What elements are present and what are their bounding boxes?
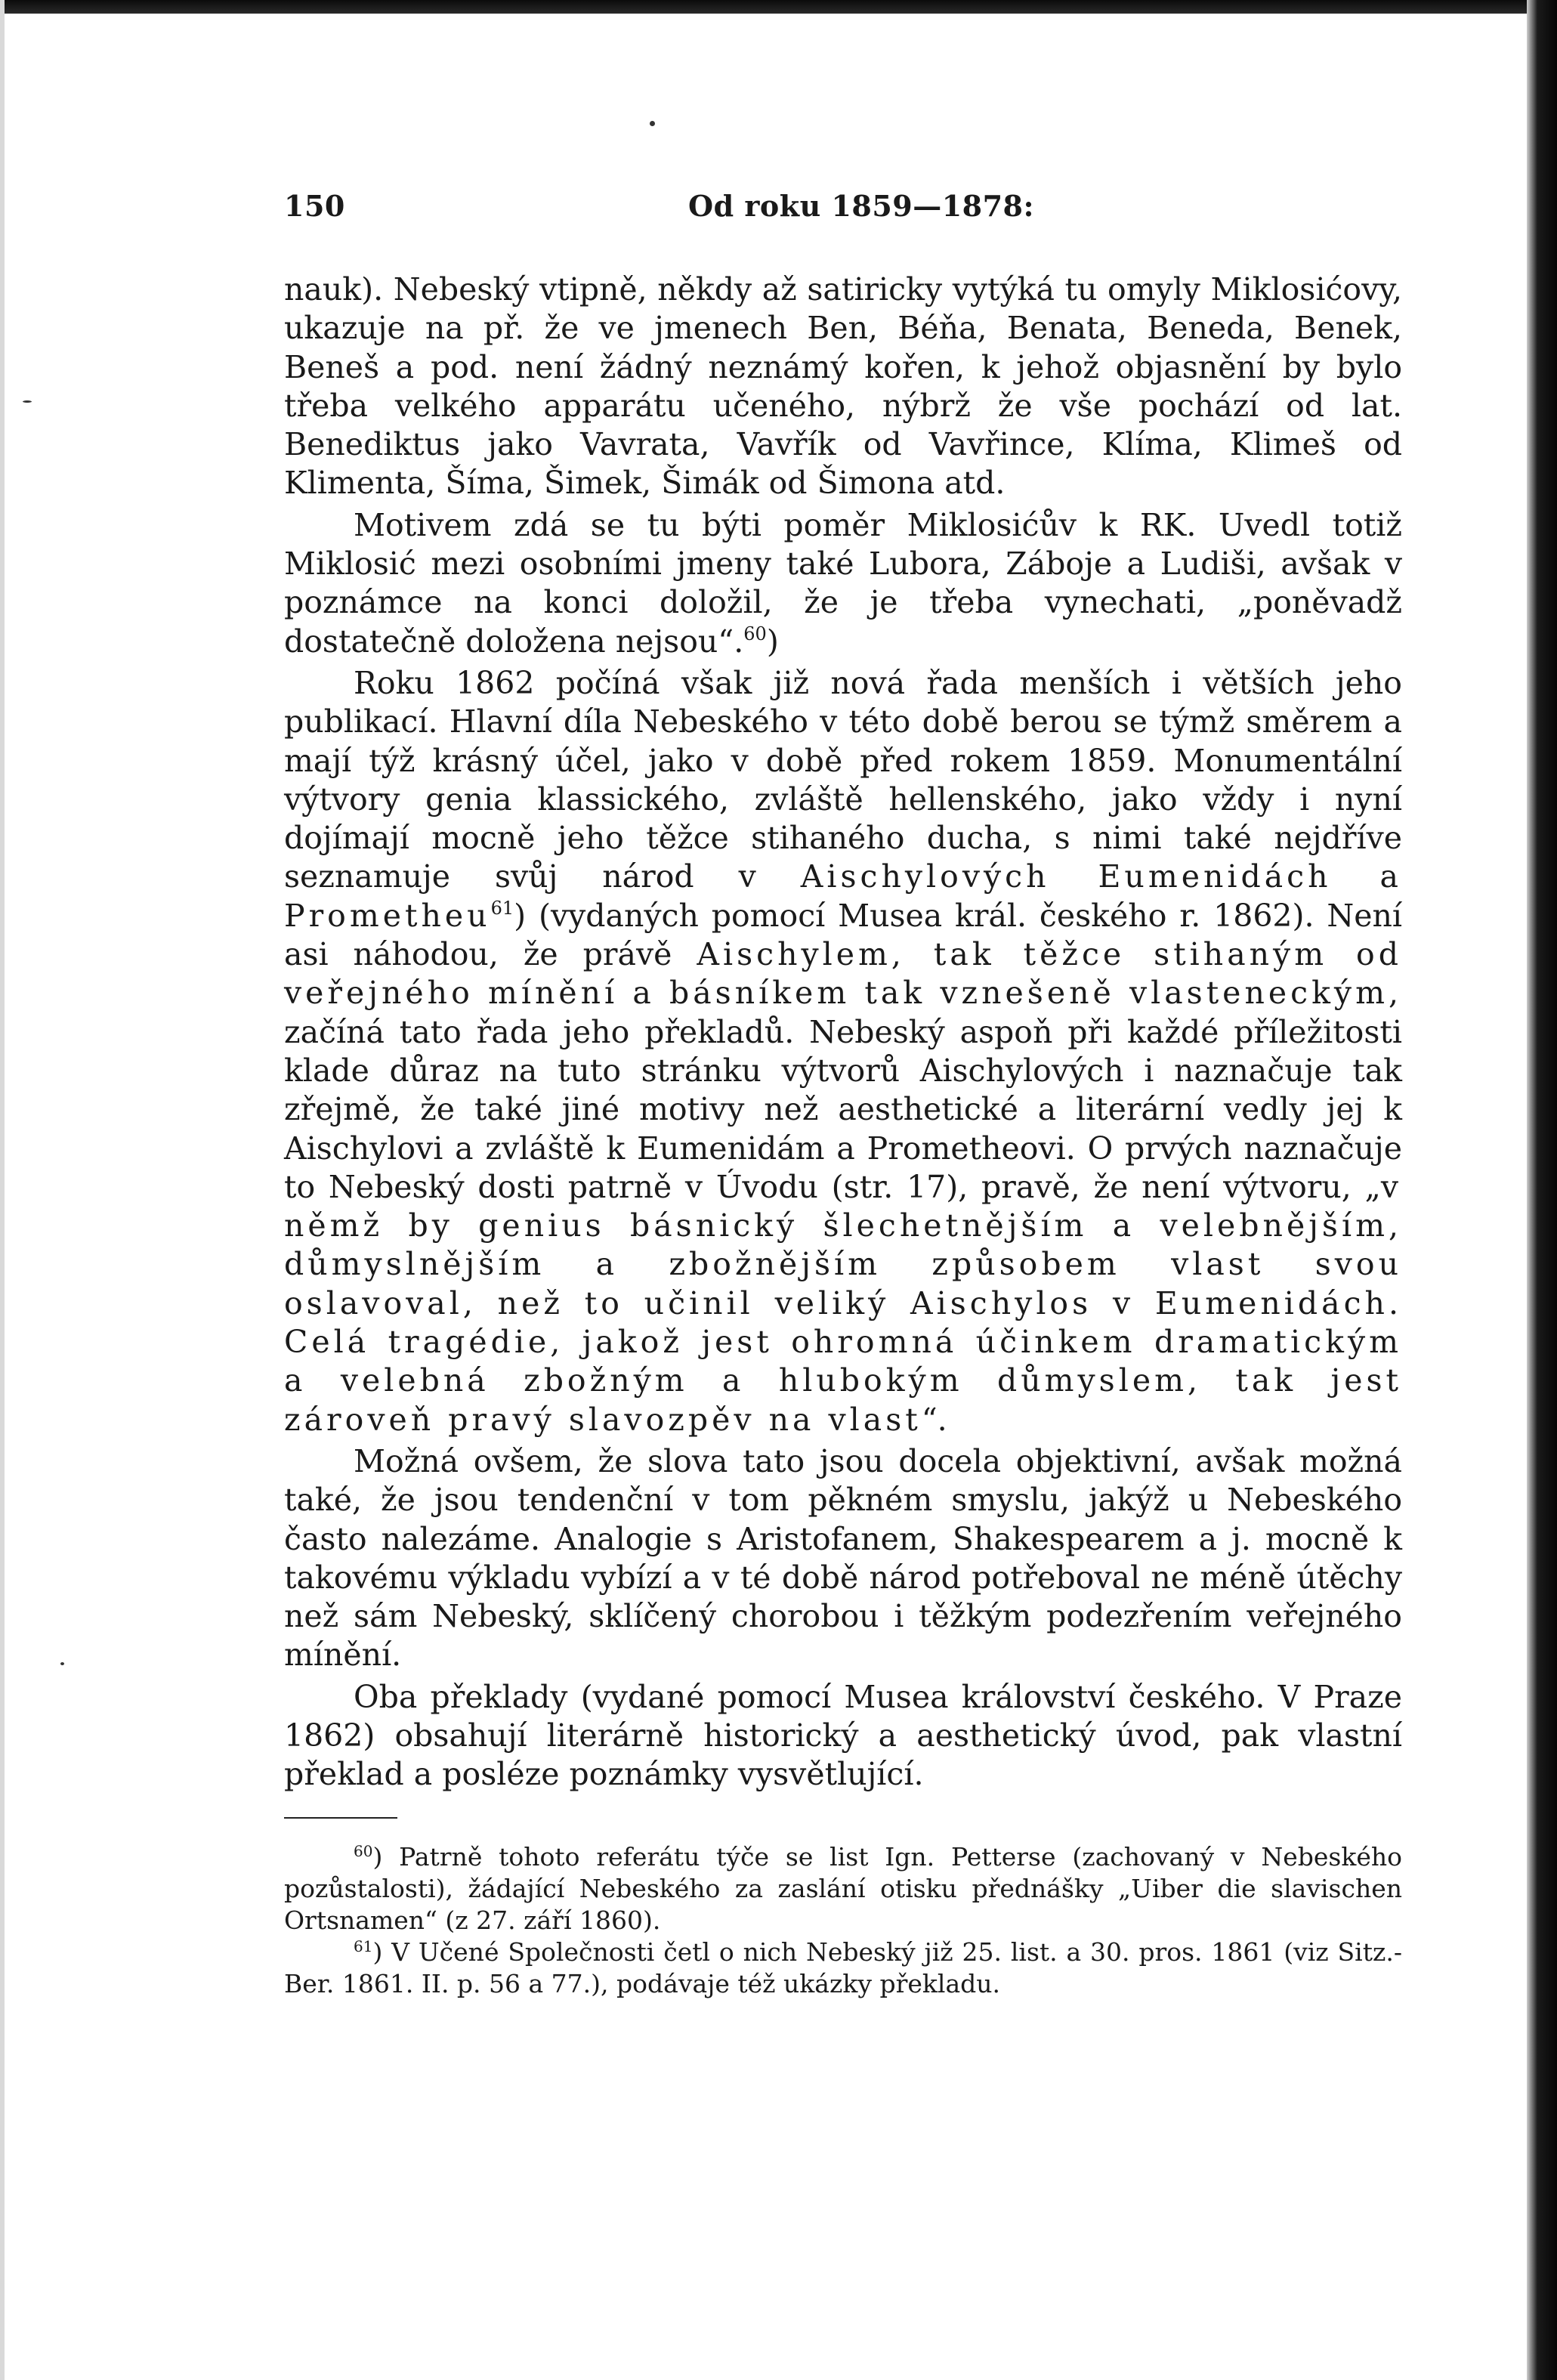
- book-page: [284, 189, 1402, 2000]
- paragraph-3-end: “.: [921, 1401, 947, 1438]
- footnote-ref-61: 61: [490, 897, 514, 919]
- paragraph-2: [284, 506, 1402, 661]
- scan-speck: [60, 1662, 64, 1665]
- footnote-60-mark: 60: [354, 1841, 373, 1860]
- paragraph-3-text-a: Roku 1862 počíná však již nová řada menších i větších jeho publikací. Hlavní díla Nebeského v této době berou se týmž směrem a mají týž krásný účel, jako v době před rokem 1859. Monumentální výtvory genia klassického, zvláště hellenského, jako vždy i nyní dojímají mocně jeho těžce stihaného ducha, s nimi také nejdříve seznamuje svůj národ v: [284, 664, 1402, 895]
- paragraph-1: nauk). Nebeský vtipně, někdy až satiricky vytýká tu omyly Miklosićovy, ukazuje na př. že ve jmenech Ben, Béňa, Benata, Beneda, Benek, Beneš a pod. není žádný neznámý kořen, k jehož objasnění by bylo třeba velkého apparátu učeného, nýbrž že vše pochází od lat. Benediktus jako Vavrata, Vavřík od Vavřince, Klíma, Klimeš od Klimenta, Šíma, Šimek, Šimák od Šimona atd.: [284, 271, 1402, 502]
- footnotes: [284, 1841, 1402, 2000]
- footnote-60-text: ) Patrně tohoto referátu týče se list Ign. Petterse (zachovaný v Nebeského pozůstalosti), žádající Nebeského za zaslání otisku přednášky „Uiber die slavischen Ortsnamen“ (z 27. září 1860).: [284, 1841, 1402, 1935]
- emphasis-quotation: v němž by genius básnický šlechetnějším a velebnějším, důmyslnějším a zbožnějším způsobem vlast svou oslavoval, než to učinil veliký Aischylos v Eumenidách. Celá tragédie, jakož jest ohromná účinkem dramatickým a velebná zbožným a hlubokým důmyslem, tak jest zároveň pravý slavozpěv na vlast: [284, 1168, 1402, 1438]
- scan-speck: [650, 121, 655, 126]
- footnote-60: [284, 1841, 1402, 1936]
- footnote-separator: [284, 1817, 397, 1819]
- page-number: 150: [284, 189, 345, 223]
- scan-border-left: [0, 0, 5, 2380]
- scan-speck: [23, 400, 32, 403]
- body-text: [284, 270, 1402, 1794]
- paragraph-2-close: ): [766, 623, 779, 660]
- emphasis-aischylem: Aischylem, tak těžce stihaným od veřejného mínění a básníkem tak vznešeně vlasteneckým,: [284, 936, 1402, 1012]
- paragraph-5: Oba překlady (vydané pomocí Musea království českého. V Praze 1862) obsahují literárně historický a aesthetický úvod, pak vlastní překlad a posléze poznámky vysvětlující.: [284, 1678, 1402, 1793]
- running-header: [284, 189, 1402, 231]
- footnote-ref-60: 60: [743, 623, 767, 644]
- scan-border-top: [0, 0, 1557, 14]
- scan-border-right: [1527, 0, 1557, 2380]
- footnote-61: [284, 1936, 1402, 2000]
- paragraph-3: [284, 664, 1402, 1439]
- running-title: Od roku 1859—1878:: [688, 189, 1035, 223]
- emphasis-aischylos-works: Aischylových Eumenidách a Prometheu: [284, 858, 1402, 934]
- paragraph-3-text-c: začíná tato řada jeho překladů. Nebeský aspoň při každé příležitosti klade důraz na tuto stránku výtvorů Aischylových i naznačuje tak zřejmě, že také jiné motivy než aesthetické a literární vedly jej k Aischylovi a zvláště k Eumenidám a Prometheovi. O prvých naznačuje to Nebeský dosti patrně v Úvodu (str. 17), pravě, že není výtvoru, „: [284, 1013, 1402, 1205]
- paragraph-4: Možná ovšem, že slova tato jsou docela objektivní, avšak možná také, že jsou tendenční v tom pěkném smyslu, jakýž u Nebeského často nalezáme. Analogie s Aristofanem, Shakespearem a j. mocně k takovému výkladu vybízí a v té době národ potřeboval ne méně útěchy než sám Nebeský, sklíčený chorobou i těžkým podezřením veřejného mínění.: [284, 1442, 1402, 1674]
- paragraph-2-text: Motivem zdá se tu býti poměr Miklosićův k RK. Uvedl totiž Miklosić mezi osobními jmeny také Lubora, Záboje a Ludiši, avšak v poznámce na konci doložil, že je třeba vynechati, „poněvadž dostatečně doložena nejsou“.: [284, 506, 1402, 660]
- paragraph-3-text-b: ) (vydaných pomocí Musea král. českého r. 1862). Není asi náhodou, že právě: [284, 897, 1402, 973]
- footnote-61-text: ) V Učené Společnosti četl o nich Nebeský již 25. list. a 30. pros. 1861 (viz Sitz.-Ber. 1861. II. p. 56 a 77.), podávaje též ukázky překladu.: [284, 1936, 1402, 1998]
- footnote-61-mark: 61: [354, 1936, 373, 1955]
